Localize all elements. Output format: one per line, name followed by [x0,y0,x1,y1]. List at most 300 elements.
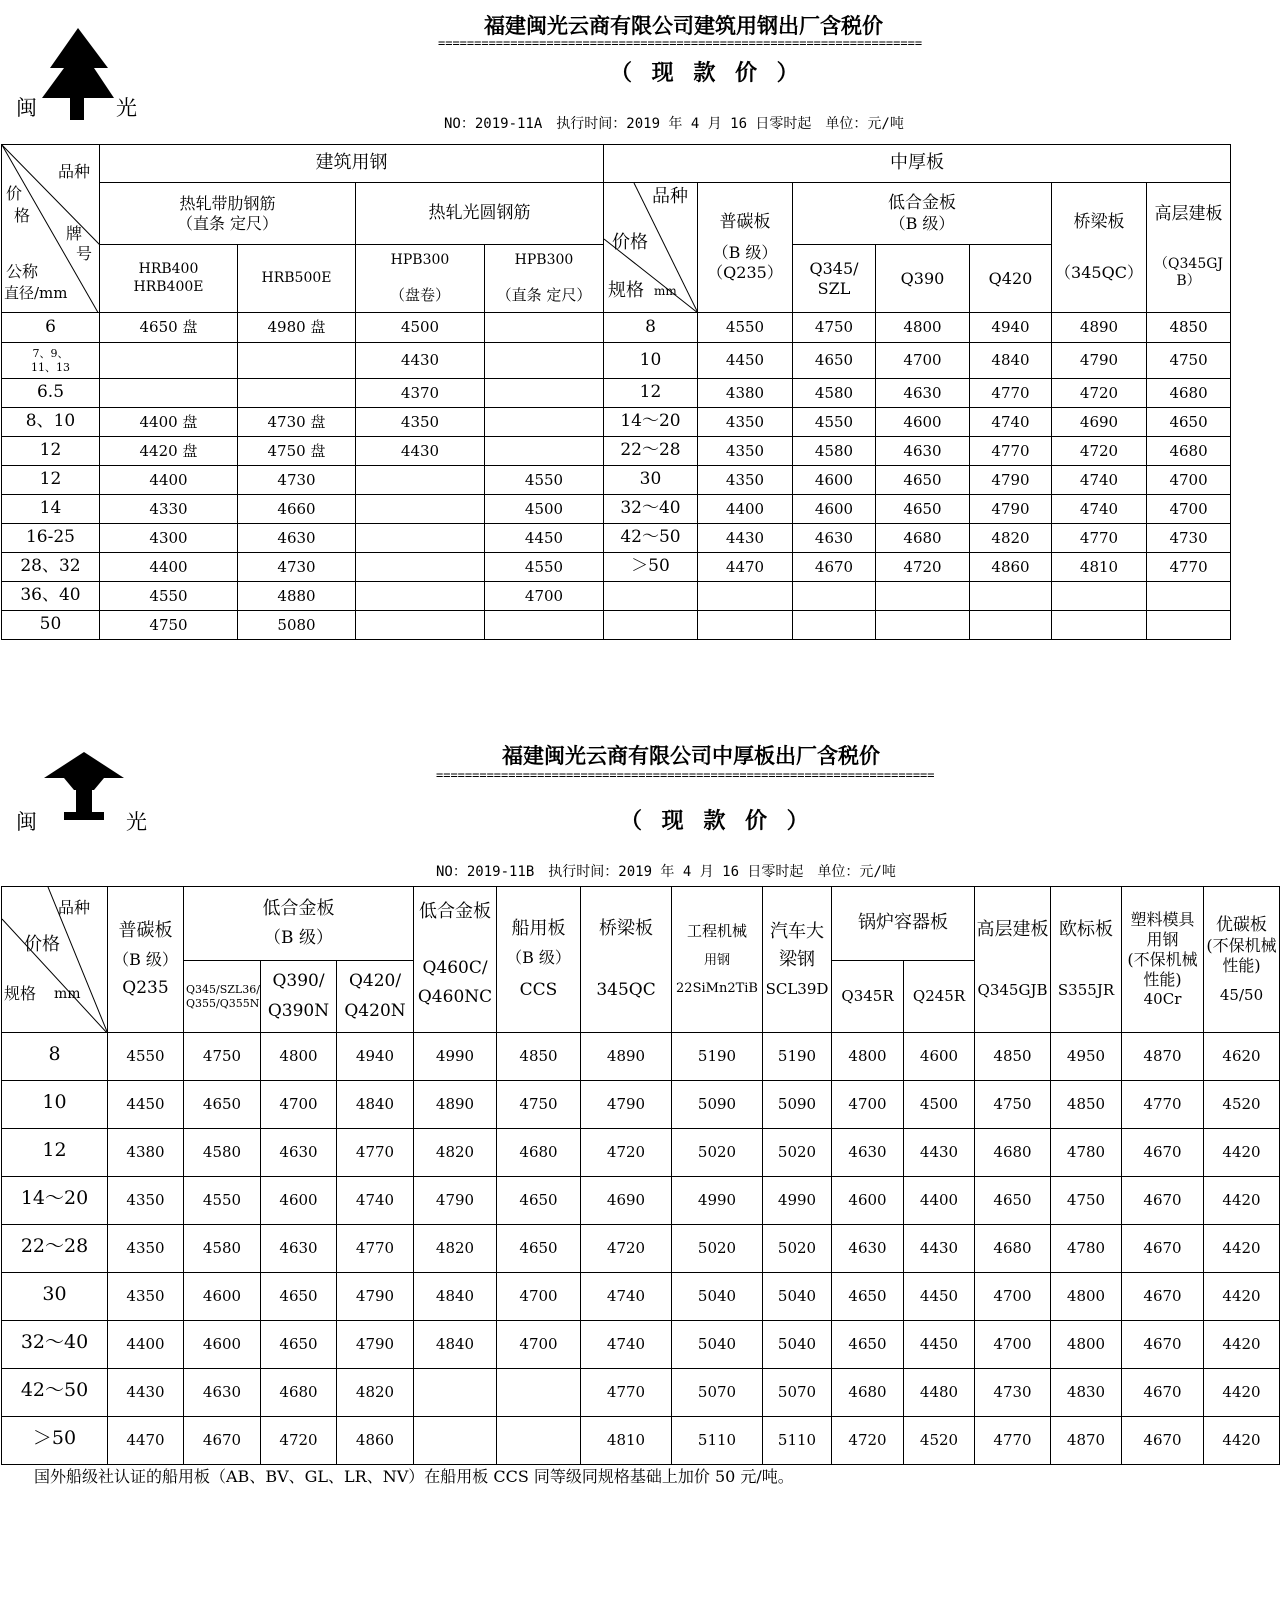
price-cell: 4420 [1204,1177,1280,1225]
spec-cell: 42～50 [604,524,698,553]
price-cell: 4380 [108,1129,184,1177]
price-cell: 4850 [497,1033,581,1081]
price-cell: 4350 [698,437,793,466]
price-cell: 4720 [876,553,970,582]
diameter-cell: 6 [2,313,100,343]
price-cell: 4650 [184,1081,261,1129]
price-cell: 4790 [1052,343,1147,379]
price-cell: 4750 [497,1081,581,1129]
price-cell: 4350 [698,466,793,495]
price-cell: 5190 [763,1033,832,1081]
price-cell: 4820 [414,1225,497,1273]
price-cell: 5090 [672,1081,763,1129]
price-cell: 4350 [356,408,485,437]
price-cell: 4580 [184,1225,261,1273]
price-cell: 4870 [1051,1417,1122,1465]
price-cell: 4820 [970,524,1052,553]
sheet-a-info: NO：2019-11A 执行时间：2019 年 4 月 16 日零时起 单位：元/吨 [444,116,904,132]
corner-header: 品种 价 格 牌 号 公称 直径/mm [2,145,100,313]
price-cell [497,1417,581,1465]
price-cell: 4450 [698,343,793,379]
price-cell [876,582,970,611]
price-cell: 4520 [904,1417,975,1465]
table-row [2,1369,1280,1417]
price-cell: 4600 [876,408,970,437]
price-cell: 4350 [108,1273,184,1321]
spec-cell: 30 [604,466,698,495]
price-cell: 4420 [1204,1273,1280,1321]
price-cell: 4720 [261,1417,337,1465]
price-cell: 4690 [581,1177,672,1225]
diameter-cell: 28、32 [2,553,100,582]
group-plate: 中厚板 [604,145,1231,183]
price-cell: 4770 [337,1225,414,1273]
price-cell: 4670 [1122,1273,1204,1321]
price-cell: 4890 [414,1081,497,1129]
price-cell: 4630 [184,1369,261,1417]
price-cell: 4420 [1204,1369,1280,1417]
price-cell: 4740 [581,1273,672,1321]
price-cell: 4700 [832,1081,904,1129]
corner-header: 品种 价格 规格 mm [2,887,108,1033]
sheet-b-subtitle: （ 现 款 价 ） [620,808,815,834]
table-row [2,1225,1280,1273]
price-cell: 4790 [970,466,1052,495]
price-cell: 4670 [184,1417,261,1465]
price-cell: 4670 [1122,1225,1204,1273]
price-cell: 4750 [975,1081,1051,1129]
price-cell: 4300 [100,524,238,553]
spec-cell: 8 [2,1033,108,1081]
price-cell: 4550 [485,466,604,495]
footnote: 国外船级社认证的船用板（AB、BV、GL、LR、NV）在船用板 CCS 同等级同规格基础上加价 50 元/吨。 [34,1467,794,1486]
logo-b [12,750,152,840]
price-cell: 4650 [876,466,970,495]
spec-cell: 32～40 [2,1321,108,1369]
price-cell: 4470 [108,1417,184,1465]
price-cell: 4700 [497,1321,581,1369]
table-row [2,1129,1280,1177]
logo-left-char: 闽 [16,96,37,120]
header-round-bar: 热轧光圆钢筋 [356,183,604,245]
price-cell: 5070 [672,1369,763,1417]
spec-cell: 22～28 [604,437,698,466]
price-cell: 4630 [876,437,970,466]
price-cell: 4860 [970,553,1052,582]
header-ship-plate: 船用板 （B 级） CCS [497,887,581,1033]
price-cell: 4800 [876,313,970,343]
price-cell: 4680 [1147,437,1231,466]
price-cell: 4990 [672,1177,763,1225]
table-row [2,343,1231,379]
price-cell: 4650 [832,1273,904,1321]
logo-a [12,24,152,124]
price-cell: 4580 [793,379,876,408]
title-divider: =================================================================== [438,39,923,47]
price-cell: 4430 [108,1369,184,1417]
price-cell: 4630 [261,1129,337,1177]
header-q245r: Q245R [904,961,975,1033]
sheet-b-info: NO：2019-11B 执行时间：2019 年 4 月 16 日零时起 单位：元/吨 [436,864,896,880]
price-cell: 4840 [414,1273,497,1321]
diameter-cell: 12 [2,466,100,495]
header-q345: Q345/ SZL [793,245,876,313]
price-cell: 4430 [904,1129,975,1177]
price-cell: 4630 [261,1225,337,1273]
sheet-b-title: 福建闽光云商有限公司中厚板出厂含税价 [502,744,880,768]
diameter-cell: 16-25 [2,524,100,553]
price-cell: 4730 [975,1369,1051,1417]
table-row [2,582,1231,611]
price-cell: 4700 [1147,466,1231,495]
table-row [2,466,1231,495]
price-cell: 5110 [672,1417,763,1465]
price-cell: 4800 [1051,1321,1122,1369]
price-cell: 4600 [793,466,876,495]
price-cell: 5040 [672,1321,763,1369]
price-cell: 4750 盘 [238,437,356,466]
price-cell: 4450 [485,524,604,553]
header-rebar: 热轧带肋钢筋 （直条 定尺） [100,183,356,245]
price-cell: 4670 [1122,1417,1204,1465]
diameter-cell: 14 [2,495,100,524]
table-row [2,408,1231,437]
price-cell: 4650 [497,1225,581,1273]
table-row [2,1321,1280,1369]
table-row [2,1417,1280,1465]
logo-right-char: 光 [126,810,147,834]
price-cell: 4730 盘 [238,408,356,437]
price-cell: 4940 [337,1033,414,1081]
header-engineering-steel: 工程机械 用钢 22SiMn2TiB [672,887,763,1033]
logo-right-char: 光 [116,96,137,120]
price-cell: 4740 [337,1177,414,1225]
price-cell: 4420 [1204,1129,1280,1177]
sheet-a-title: 福建闽光云商有限公司建筑用钢出厂含税价 [484,14,883,38]
price-cell: 4850 [1051,1081,1122,1129]
price-cell [497,1369,581,1417]
price-cell: 4700 [497,1273,581,1321]
price-cell [414,1417,497,1465]
spec-cell: ＞50 [604,553,698,582]
price-cell: 5020 [672,1225,763,1273]
price-cell: 4740 [581,1321,672,1369]
price-cell: 4450 [904,1321,975,1369]
diameter-cell: 8、10 [2,408,100,437]
table-row [2,553,1231,582]
price-cell: 4720 [1052,437,1147,466]
price-cell [238,379,356,408]
diameter-cell: 36、40 [2,582,100,611]
price-cell: 4890 [1052,313,1147,343]
price-cell: 4680 [832,1369,904,1417]
price-cell: 4420 [1204,1225,1280,1273]
construction-steel-table [1,144,1231,640]
price-cell: 4770 [1122,1081,1204,1129]
header-carbon-plate: 普碳板 （B 级） （Q235） [698,183,793,313]
price-cell: 4670 [793,553,876,582]
price-cell [970,611,1052,640]
price-cell: 4670 [1122,1369,1204,1417]
price-cell: 4650 [876,495,970,524]
price-cell: 4780 [1051,1129,1122,1177]
header-hpb300-straight: HPB300 （直条 定尺） [485,245,604,313]
price-cell: 4420 [1204,1321,1280,1369]
price-cell: 4400 [100,553,238,582]
sheet-a-subtitle: （ 现 款 价 ） [610,60,805,86]
price-cell: 4680 [1147,379,1231,408]
header-q420: Q420/ Q420N [337,961,414,1033]
price-cell: 4700 [485,582,604,611]
price-cell: 4750 [1147,343,1231,379]
price-cell [356,466,485,495]
price-cell [485,379,604,408]
price-cell [485,343,604,379]
price-cell: 4550 [698,313,793,343]
price-cell: 5020 [672,1129,763,1177]
header-mold-steel: 塑料模具 用钢 (不保机械 性能) 40Cr [1122,887,1204,1033]
price-cell: 4620 [1204,1033,1280,1081]
price-cell: 4770 [581,1369,672,1417]
price-cell: 4950 [1051,1033,1122,1081]
header-boiler-plate: 锅炉容器板 [832,887,975,961]
price-cell: 4330 [100,495,238,524]
price-cell [100,379,238,408]
price-cell: 4450 [904,1273,975,1321]
price-cell: 4940 [970,313,1052,343]
price-cell: 4370 [356,379,485,408]
price-cell: 4840 [414,1321,497,1369]
price-cell: 4350 [108,1177,184,1225]
price-cell [1052,611,1147,640]
price-cell [876,611,970,640]
price-cell: 5110 [763,1417,832,1465]
price-cell: 4990 [414,1033,497,1081]
price-cell: 4650 [261,1321,337,1369]
diameter-cell: 7、9、 11、13 [2,343,100,379]
price-cell: 4580 [184,1129,261,1177]
diameter-cell: 6.5 [2,379,100,408]
price-cell: 4790 [581,1081,672,1129]
price-cell: 4550 [100,582,238,611]
price-cell: 4890 [581,1033,672,1081]
spec-cell: 14～20 [604,408,698,437]
price-cell: 5190 [672,1033,763,1081]
price-cell: 4980 盘 [238,313,356,343]
price-cell: 5090 [763,1081,832,1129]
price-cell: 4650 [497,1177,581,1225]
price-cell: 4830 [1051,1369,1122,1417]
price-cell: 4840 [337,1081,414,1129]
price-cell: 4750 [793,313,876,343]
table-row [2,524,1231,553]
price-cell [1147,611,1231,640]
table-row [2,611,1231,640]
price-cell [793,611,876,640]
header-alloy-plate: 低合金板 （B 级） [184,887,414,961]
price-cell: 4650 [832,1321,904,1369]
price-cell: 4810 [1052,553,1147,582]
price-cell: 4720 [581,1225,672,1273]
price-cell: 4400 [904,1177,975,1225]
table-row [2,1273,1280,1321]
table-row [2,437,1231,466]
price-cell [485,408,604,437]
price-cell: 4400 盘 [100,408,238,437]
price-cell: 4670 [1122,1129,1204,1177]
table-row [2,1177,1280,1225]
price-cell: 4550 [184,1177,261,1225]
table-row [2,379,1231,408]
price-cell: 4650 [1147,408,1231,437]
header-q345r: Q345R [832,961,904,1033]
price-cell: 4420 盘 [100,437,238,466]
spec-cell: 30 [2,1273,108,1321]
price-cell: 4470 [698,553,793,582]
price-cell [414,1369,497,1417]
price-cell: 4770 [970,379,1052,408]
spec-cell: 22～28 [2,1225,108,1273]
spec-cell: 42～50 [2,1369,108,1417]
price-cell: 4670 [1122,1177,1204,1225]
price-cell: 4800 [1051,1273,1122,1321]
price-cell [698,582,793,611]
price-cell: 4720 [581,1129,672,1177]
plate-price-table [1,886,1280,1465]
price-cell: 4550 [793,408,876,437]
price-cell: 4600 [904,1033,975,1081]
price-cell [793,582,876,611]
diagonal-lines-icon [2,887,108,1033]
price-cell: 4790 [337,1273,414,1321]
group-construction-steel: 建筑用钢 [100,145,604,183]
spec-cell: 14～20 [2,1177,108,1225]
price-cell: 4700 [876,343,970,379]
price-cell: 4720 [832,1417,904,1465]
price-cell: 4420 [1204,1417,1280,1465]
price-cell: 4400 [108,1321,184,1369]
spec-cell: 12 [2,1129,108,1177]
spec-cell: 32～40 [604,495,698,524]
price-cell: 5040 [672,1273,763,1321]
price-cell: 4630 [876,379,970,408]
price-cell: 4500 [356,313,485,343]
price-cell [238,343,356,379]
header-hrb500e: HRB500E [238,245,356,313]
price-cell: 4650 [793,343,876,379]
price-cell: 4700 [1147,495,1231,524]
price-cell: 4600 [261,1177,337,1225]
price-cell: 4790 [970,495,1052,524]
price-cell: 4400 [698,495,793,524]
price-cell: 4790 [414,1177,497,1225]
price-cell: 4350 [698,408,793,437]
price-cell: 4850 [975,1033,1051,1081]
diameter-cell: 50 [2,611,100,640]
price-cell: 4430 [904,1225,975,1273]
price-cell: 4730 [238,466,356,495]
spec-cell: 10 [2,1081,108,1129]
price-cell: 4680 [876,524,970,553]
header-alloy-plate: 低合金板 （B 级） [793,183,1052,245]
header-hpb300-coil: HPB300 （盘卷） [356,245,485,313]
price-cell: 4550 [108,1033,184,1081]
price-cell: 4770 [337,1129,414,1177]
price-cell: 4770 [1052,524,1147,553]
header-alloy-q460: 低合金板 Q460C/ Q460NC [414,887,497,1033]
price-cell: 4780 [1051,1225,1122,1273]
price-cell: 4650 [261,1273,337,1321]
spec-cell: 8 [604,313,698,343]
price-cell: 4430 [356,343,485,379]
price-cell: 4700 [975,1273,1051,1321]
price-cell [356,611,485,640]
price-cell [356,524,485,553]
price-cell [485,313,604,343]
price-cell: 4690 [1052,408,1147,437]
price-cell [970,582,1052,611]
header-bridge-plate: 桥梁板 （345QC） [1052,183,1147,313]
header-car-beam-steel: 汽车大 梁钢 SCL39D [763,887,832,1033]
price-cell: 4630 [832,1225,904,1273]
price-cell: 4650 [975,1177,1051,1225]
price-cell: 4860 [337,1417,414,1465]
price-cell [485,611,604,640]
price-cell [485,437,604,466]
price-cell: 4520 [1204,1081,1280,1129]
price-cell [1147,582,1231,611]
table-row [2,313,1231,343]
price-cell: 4750 [1051,1177,1122,1225]
header-q420: Q420 [970,245,1052,313]
price-cell: 5070 [763,1369,832,1417]
price-cell: 4630 [238,524,356,553]
price-cell: 4450 [108,1081,184,1129]
price-cell: 4680 [261,1369,337,1417]
header-q390: Q390/ Q390N [261,961,337,1033]
price-cell: 4660 [238,495,356,524]
price-cell: 4850 [1147,313,1231,343]
price-cell: 4770 [975,1417,1051,1465]
header-quality-carbon: 优碳板 (不保机械 性能) 45/50 [1204,887,1280,1033]
price-cell: 4630 [832,1129,904,1177]
header-high-rise-plate: 高层建板 （Q345GJ B） [1147,183,1231,313]
price-cell: 4500 [904,1081,975,1129]
price-cell: 4380 [698,379,793,408]
price-cell: 5020 [763,1129,832,1177]
price-cell: 4740 [1052,466,1147,495]
price-cell: 5020 [763,1225,832,1273]
price-cell: 4740 [970,408,1052,437]
price-cell: 4700 [975,1321,1051,1369]
spec-cell [604,611,698,640]
price-cell: 4820 [414,1129,497,1177]
price-cell [356,553,485,582]
price-cell: 4430 [698,524,793,553]
header-hrb400: HRB400 HRB400E [100,245,238,313]
price-cell: 4400 [100,466,238,495]
price-cell: 4500 [485,495,604,524]
header-q390: Q390 [876,245,970,313]
header-carbon-plate: 普碳板 （B 级） Q235 [108,887,184,1033]
spec-cell [604,582,698,611]
price-cell: 4430 [356,437,485,466]
price-cell: 4480 [904,1369,975,1417]
header-high-rise-plate: 高层建板 Q345GJB [975,887,1051,1033]
price-cell [100,343,238,379]
logo-left-char: 闽 [16,810,37,834]
price-cell: 4810 [581,1417,672,1465]
